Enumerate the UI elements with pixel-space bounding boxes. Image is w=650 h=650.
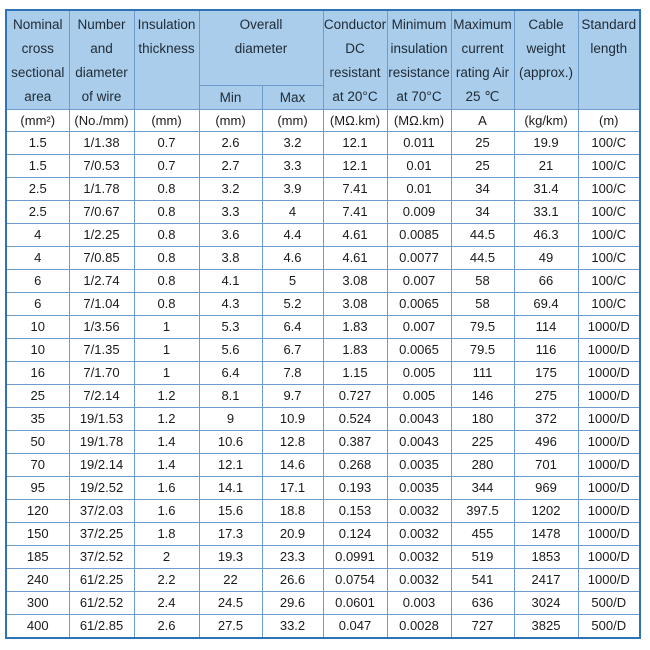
table-cell: 20.9 [262,523,323,546]
table-cell: 1 [134,362,199,385]
table-cell: 100/C [578,155,640,178]
table-cell: 1.5 [6,132,69,155]
unit-cell: (mm) [262,110,323,132]
header-nominal-area [6,10,69,110]
unit-cell: (MΩ.km) [323,110,387,132]
table-cell: 5.2 [262,293,323,316]
table-cell: 0.8 [134,201,199,224]
table-cell: 150 [6,523,69,546]
table-cell: 1.2 [134,385,199,408]
header-line: of wire [81,89,122,104]
table-cell: 541 [451,569,514,592]
table-cell: 10.6 [199,431,262,454]
table-cell: 79.5 [451,316,514,339]
table-cell: 6 [6,293,69,316]
table-cell: 19/2.14 [69,454,134,477]
table-cell: 7.8 [262,362,323,385]
table-cell: 6.7 [262,339,323,362]
table-cell: 6 [6,270,69,293]
header-line: at 20°C [332,89,378,104]
header-line: Maximum [453,17,512,32]
table-cell: 12.1 [199,454,262,477]
header-line: DC [345,41,365,56]
header-number-diameter [69,10,134,110]
table-cell: 2 [134,546,199,569]
table-cell: 2.7 [199,155,262,178]
table-cell: 100/C [578,270,640,293]
table-cell: 18.8 [262,500,323,523]
table-cell: 0.007 [387,270,451,293]
table-cell: 19/2.52 [69,477,134,500]
table-cell: 500/D [578,592,640,615]
table-cell: 14.1 [199,477,262,500]
table-cell: 2.2 [134,569,199,592]
table-cell: 0.0032 [387,500,451,523]
table-cell: 1/3.56 [69,316,134,339]
table-cell: 7/1.04 [69,293,134,316]
table-cell: 0.0032 [387,546,451,569]
table-cell: 701 [514,454,578,477]
header-line: sectional [11,65,65,80]
table-cell: 7/1.70 [69,362,134,385]
table-cell: 44.5 [451,224,514,247]
table-cell: 0.0601 [323,592,387,615]
table-cell: 100/C [578,293,640,316]
header-line: Conductor [323,17,387,32]
table-cell: 1/2.74 [69,270,134,293]
table-cell: 3.08 [323,293,387,316]
table-cell: 79.5 [451,339,514,362]
table-cell: 7.41 [323,201,387,224]
table-cell: 0.7 [134,155,199,178]
table-cell: 1000/D [578,431,640,454]
table-cell: 1.83 [323,339,387,362]
table-cell: 1/1.38 [69,132,134,155]
table-cell: 1000/D [578,362,640,385]
table-cell: 0.0077 [387,247,451,270]
table-cell: 33.2 [262,615,323,639]
table-cell: 1000/D [578,500,640,523]
table-cell: 31.4 [514,178,578,201]
header-line: Nominal [12,17,63,32]
table-cell: 225 [451,431,514,454]
table-cell: 9 [199,408,262,431]
table-cell: 0.0043 [387,408,451,431]
table-cell: 0.0065 [387,339,451,362]
table-cell: 2.4 [134,592,199,615]
table-cell: 280 [451,454,514,477]
table-cell: 4.61 [323,247,387,270]
table-cell: 1202 [514,500,578,523]
header-overall-min: Min [199,86,262,110]
table-row [6,362,640,385]
table-cell: 10 [6,339,69,362]
table-cell: 1.15 [323,362,387,385]
table-cell: 1/2.25 [69,224,134,247]
header-overall-max: Max [262,86,323,110]
table-cell: 2.5 [6,178,69,201]
table-cell: 5.6 [199,339,262,362]
header-line: resistant [329,65,381,80]
unit-cell: (MΩ.km) [387,110,451,132]
table-cell: 1.4 [134,431,199,454]
table-cell: 19/1.78 [69,431,134,454]
table-cell: 146 [451,385,514,408]
table-row [6,592,640,615]
table-cell: 100/C [578,201,640,224]
table-cell: 0.0032 [387,569,451,592]
table-cell: 4.3 [199,293,262,316]
table-cell: 3.8 [199,247,262,270]
unit-cell: (mm) [134,110,199,132]
table-cell: 4 [6,247,69,270]
table-cell: 1000/D [578,523,640,546]
table-cell: 3825 [514,615,578,639]
table-cell: 0.0065 [387,293,451,316]
table-cell: 16 [6,362,69,385]
table-cell: 100/C [578,247,640,270]
table-cell: 66 [514,270,578,293]
table-cell: 69.4 [514,293,578,316]
table-cell: 0.8 [134,224,199,247]
table-cell: 35 [6,408,69,431]
table-cell: 7/2.14 [69,385,134,408]
table-cell: 8.1 [199,385,262,408]
unit-cell: (kg/km) [514,110,578,132]
table-cell: 25 [451,132,514,155]
table-cell: 23.3 [262,546,323,569]
table-cell: 19.3 [199,546,262,569]
table-cell: 0.727 [323,385,387,408]
table-cell: 37/2.03 [69,500,134,523]
table-cell: 0.387 [323,431,387,454]
table-cell: 175 [514,362,578,385]
table-cell: 25 [6,385,69,408]
table-row [6,201,640,224]
table-cell: 0.8 [134,270,199,293]
table-cell: 2417 [514,569,578,592]
table-cell: 1000/D [578,339,640,362]
table-cell: 1.6 [134,477,199,500]
table-row [6,293,640,316]
table-cell: 0.0032 [387,523,451,546]
table-cell: 1853 [514,546,578,569]
table-row [6,316,640,339]
table-cell: 0.0043 [387,431,451,454]
header-cable-weight [514,10,578,110]
table-cell: 0.005 [387,362,451,385]
header-insulation-thickness [134,10,199,110]
table-cell: 275 [514,385,578,408]
table-cell: 70 [6,454,69,477]
table-cell: 21 [514,155,578,178]
table-cell: 1000/D [578,546,640,569]
table-row [6,224,640,247]
table-cell: 636 [451,592,514,615]
table-row [6,431,640,454]
table-cell: 14.6 [262,454,323,477]
table-cell: 496 [514,431,578,454]
table-cell: 0.8 [134,178,199,201]
table-cell: 4 [6,224,69,247]
table-cell: 400 [6,615,69,639]
table-cell: 44.5 [451,247,514,270]
header-line: (approx.) [518,65,574,80]
table-cell: 2.6 [199,132,262,155]
table-cell: 7/0.85 [69,247,134,270]
table-cell: 12.1 [323,132,387,155]
table-cell: 5.3 [199,316,262,339]
table-cell: 111 [451,362,514,385]
table-row [6,546,640,569]
table-cell: 4.4 [262,224,323,247]
table-cell: 455 [451,523,514,546]
table-cell: 4.61 [323,224,387,247]
table-cell: 58 [451,293,514,316]
table-cell: 46.3 [514,224,578,247]
header-line: cross [21,41,54,56]
table-cell: 29.6 [262,592,323,615]
table-cell: 15.6 [199,500,262,523]
table-cell: 3.2 [262,132,323,155]
header-line: thickness [138,41,195,56]
table-cell: 50 [6,431,69,454]
table-cell: 100/C [578,132,640,155]
table-cell: 0.047 [323,615,387,639]
table-cell: 1 [134,316,199,339]
table-cell: 0.011 [387,132,451,155]
header-line: Overall [239,17,283,32]
table-row [6,155,640,178]
table-cell: 0.7 [134,132,199,155]
table-cell: 34 [451,178,514,201]
table-row [6,615,640,639]
table-cell: 0.153 [323,500,387,523]
table-cell: 0.0991 [323,546,387,569]
header-line: area [24,89,52,104]
table-cell: 0.0754 [323,569,387,592]
table-cell: 3.3 [262,155,323,178]
table-cell: 3.2 [199,178,262,201]
table-cell: 0.124 [323,523,387,546]
table-cell: 1.83 [323,316,387,339]
table-cell: 0.01 [387,178,451,201]
header-line: Cable [528,17,564,32]
table-cell: 7/1.35 [69,339,134,362]
table-row [6,408,640,431]
table-cell: 300 [6,592,69,615]
table-cell: 727 [451,615,514,639]
table-row [6,385,640,408]
table-cell: 1000/D [578,385,640,408]
table-cell: 3.08 [323,270,387,293]
table-cell: 240 [6,569,69,592]
table-body [6,110,640,639]
table-cell: 1.6 [134,500,199,523]
table-cell: 24.5 [199,592,262,615]
table-cell: 519 [451,546,514,569]
table-cell: 500/D [578,615,640,639]
table-cell: 26.6 [262,569,323,592]
table-cell: 0.193 [323,477,387,500]
table-cell: 2.6 [134,615,199,639]
table-cell: 10 [6,316,69,339]
table-row [6,500,640,523]
table-cell: 4 [262,201,323,224]
table-cell: 12.8 [262,431,323,454]
table-cell: 3.9 [262,178,323,201]
table-cell: 1/1.78 [69,178,134,201]
header-line: insulation [390,41,448,56]
table-cell: 37/2.25 [69,523,134,546]
table-cell: 0.8 [134,247,199,270]
table-cell: 17.1 [262,477,323,500]
table-cell: 17.3 [199,523,262,546]
header-line: rating Air [455,65,510,80]
table-cell: 180 [451,408,514,431]
spec-table-container [5,9,639,639]
unit-cell: (mm²) [6,110,69,132]
table-cell: 58 [451,270,514,293]
table-cell: 6.4 [199,362,262,385]
header-line: Insulation [137,17,196,32]
table-row [6,569,640,592]
table-cell: 95 [6,477,69,500]
table-cell: 185 [6,546,69,569]
table-cell: 7/0.53 [69,155,134,178]
header-line: diameter [75,65,128,80]
table-cell: 0.8 [134,293,199,316]
table-row [6,132,640,155]
table-cell: 397.5 [451,500,514,523]
table-cell: 1000/D [578,316,640,339]
cable-spec-table [5,9,641,639]
header-line: diameter [234,41,288,56]
table-cell: 1478 [514,523,578,546]
header-standard-length [578,10,640,110]
table-cell: 0.003 [387,592,451,615]
table-cell: 372 [514,408,578,431]
table-cell: 61/2.25 [69,569,134,592]
table-cell: 0.0035 [387,477,451,500]
table-cell: 1000/D [578,454,640,477]
table-row [6,454,640,477]
unit-cell: (m) [578,110,640,132]
header-line: 25 ℃ [465,89,500,104]
table-cell: 49 [514,247,578,270]
header-line: current [461,41,504,56]
table-row [6,270,640,293]
table-cell: 1.5 [6,155,69,178]
table-cell: 22 [199,569,262,592]
unit-cell: (No./mm) [69,110,134,132]
table-cell: 1000/D [578,408,640,431]
table-cell: 3024 [514,592,578,615]
table-cell: 3.6 [199,224,262,247]
header-line: resistance [388,65,450,80]
table-cell: 0.524 [323,408,387,431]
table-cell: 344 [451,477,514,500]
table-cell: 100/C [578,224,640,247]
table-cell: 0.0085 [387,224,451,247]
table-cell: 1.2 [134,408,199,431]
table-cell: 0.0028 [387,615,451,639]
table-cell: 4.6 [262,247,323,270]
table-cell: 61/2.52 [69,592,134,615]
table-cell: 34 [451,201,514,224]
table-cell: 969 [514,477,578,500]
table-cell: 10.9 [262,408,323,431]
table-cell: 1 [134,339,199,362]
table-cell: 7.41 [323,178,387,201]
table-cell: 0.268 [323,454,387,477]
header-line: Number [77,17,126,32]
table-cell: 0.009 [387,201,451,224]
header-insulation-resistance [387,10,451,110]
table-row [6,339,640,362]
header-line: at 70°C [396,89,442,104]
table-cell: 7/0.67 [69,201,134,224]
table-cell: 12.1 [323,155,387,178]
table-cell: 3.3 [199,201,262,224]
table-cell: 5 [262,270,323,293]
header-line: length [590,41,628,56]
table-cell: 25 [451,155,514,178]
units-row [6,110,640,132]
table-cell: 1000/D [578,569,640,592]
unit-cell: A [451,110,514,132]
table-row [6,178,640,201]
table-cell: 9.7 [262,385,323,408]
table-cell: 6.4 [262,316,323,339]
table-cell: 120 [6,500,69,523]
table-cell: 19/1.53 [69,408,134,431]
unit-cell: (mm) [199,110,262,132]
table-cell: 116 [514,339,578,362]
header-overall-diameter [199,10,323,86]
table-cell: 0.01 [387,155,451,178]
table-cell: 0.007 [387,316,451,339]
table-cell: 1000/D [578,477,640,500]
table-cell: 114 [514,316,578,339]
table-cell: 100/C [578,178,640,201]
table-cell: 0.0035 [387,454,451,477]
table-cell: 37/2.52 [69,546,134,569]
table-cell: 2.5 [6,201,69,224]
table-cell: 1.8 [134,523,199,546]
table-cell: 61/2.85 [69,615,134,639]
header-line: Minimum [391,17,447,32]
header-line: Standard [581,17,637,32]
table-cell: 27.5 [199,615,262,639]
table-cell: 1.4 [134,454,199,477]
table-cell: 19.9 [514,132,578,155]
table-row [6,247,640,270]
header-line: weight [526,41,566,56]
header-row [6,10,640,86]
table-cell: 4.1 [199,270,262,293]
header-line: and [90,41,113,56]
table-row [6,523,640,546]
table-cell: 0.005 [387,385,451,408]
table-cell: 33.1 [514,201,578,224]
table-row [6,477,640,500]
header-conductor-resistance [323,10,387,110]
header-current-rating [451,10,514,110]
